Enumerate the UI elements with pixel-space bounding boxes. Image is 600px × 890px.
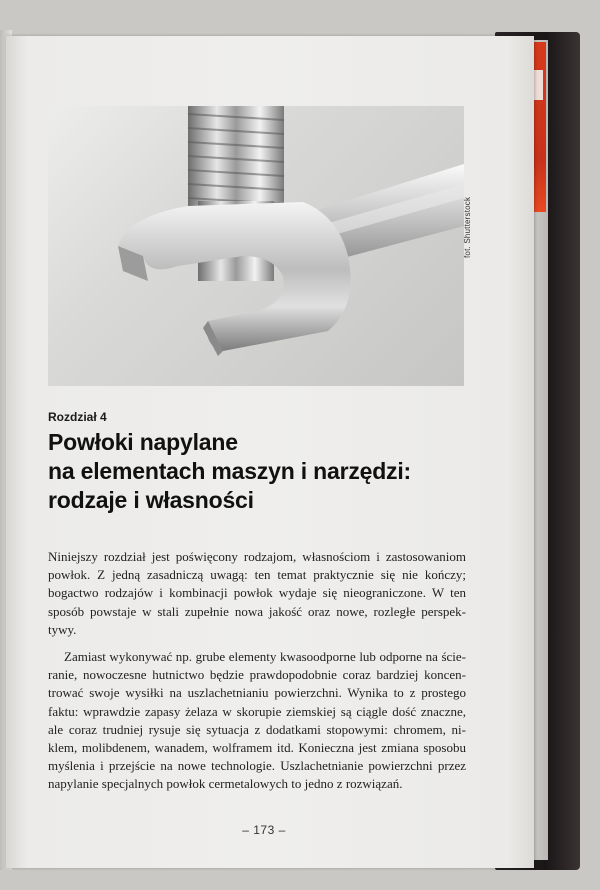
paragraph xyxy=(48,648,466,794)
body-text xyxy=(48,548,466,794)
text-line: ranie, nowoczesne hutnictwo będzie prawdopodobnie coraz bardziej koncen- xyxy=(48,667,466,683)
text-line: Niniejszy rozdział jest poświęcony rodzajom, własnościom i zastosowaniom xyxy=(48,549,466,564)
text-line: tywy. xyxy=(48,621,77,637)
text-line: bogactwo rodzajów i kombinacji powłok wydaje się nieograniczone. W ten xyxy=(48,585,466,601)
page-number: – 173 – xyxy=(242,823,286,837)
chapter-title-line: rodzaje i własności xyxy=(48,487,254,513)
wrench-bolt-photo xyxy=(48,106,464,386)
chapter-title-line: na elementach maszyn i narzędzi: xyxy=(48,458,412,484)
text-line: trować swoje wysiłki na uszlachetnianiu powierzchni. Wynika to z prostego xyxy=(48,685,466,701)
text-line: Zamiast wykonywać np. grube elementy kwasoodporne lub odporne na ście- xyxy=(64,649,466,665)
text-line: sposób powstaje w stali zupełnie nowa jakość oraz nowe, rozległe perspek- xyxy=(48,603,466,619)
text-line: powłok. Z jedną zasadniczą uwagą: ten temat praktycznie się nie kończy; xyxy=(48,567,466,583)
paragraph xyxy=(48,548,466,639)
chapter-title xyxy=(48,428,488,515)
text-line: ale coraz trudniej rysuje się sytuacja z dodatkami stopowymi: chromem, ni- xyxy=(48,721,466,737)
photo-credit: fot. Shutterstock xyxy=(463,196,472,258)
text-line: faktu: wprawdzie zapasy żelaza w skorupie ziemskiej są ciągle dość znaczne, xyxy=(48,703,466,719)
text-line: myślenia i przejście na nowe technologie. Uszlachetnianie powierzchni przez xyxy=(48,758,466,774)
text-line: napylanie specjalnych powłok cermetalowych to jedno z rozwiązań. xyxy=(48,776,403,792)
wrench-bolt-illustration xyxy=(48,106,464,386)
chapter-label: Rozdział 4 xyxy=(48,410,107,424)
chapter-tab-marker xyxy=(532,42,546,212)
chapter-title-line: Powłoki napylane xyxy=(48,429,238,455)
text-line: klem, molibdenem, wanadem, wolframem itd. Konieczna jest zmiana sposobu xyxy=(48,740,466,756)
